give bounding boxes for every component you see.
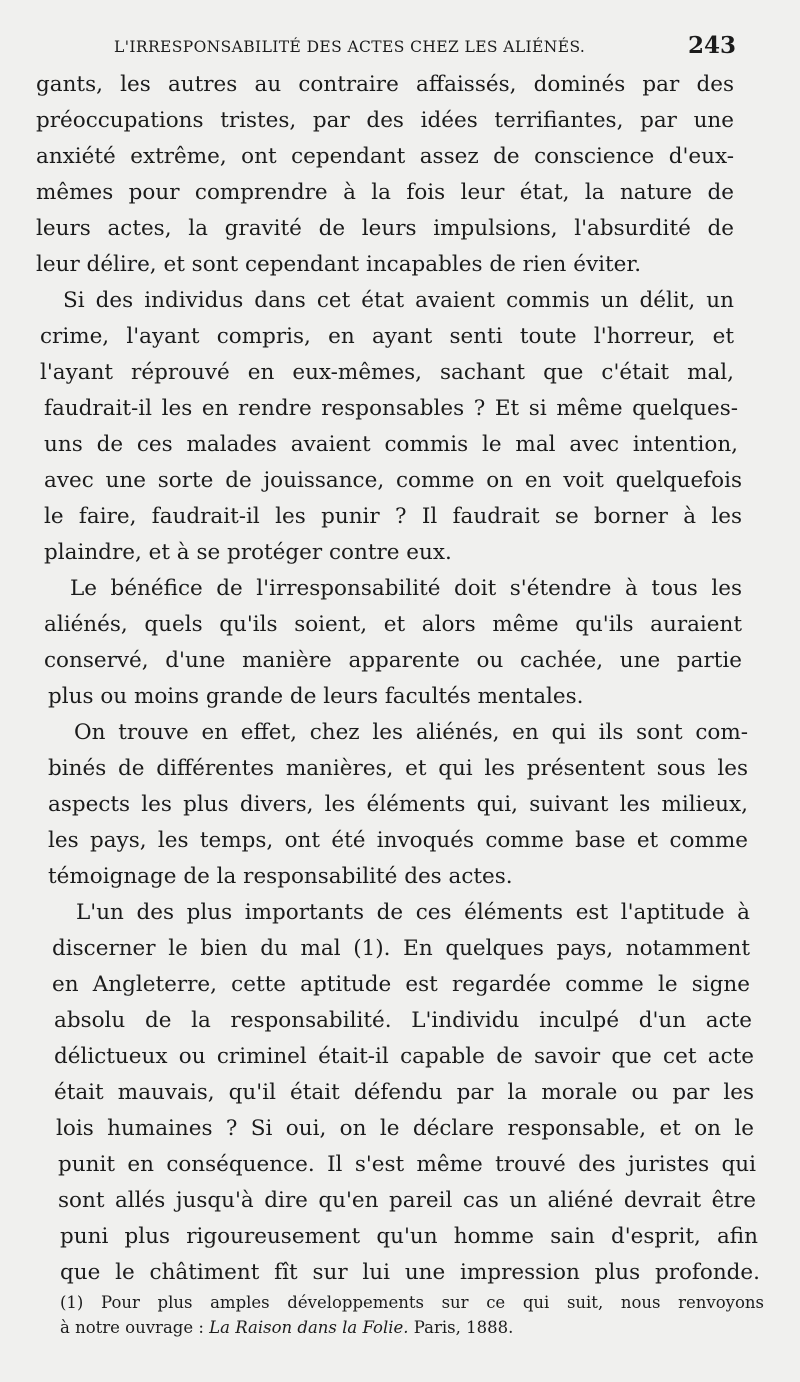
text-line: conservé, d'une manière apparente ou cachée, une partie (44, 648, 742, 673)
footnote-book-title: La Raison dans la Folie. (209, 1318, 409, 1337)
paragraph-first-line: L'un des plus importants de ces éléments est l'aptitude à (76, 900, 750, 925)
text-line: aliénés, quels qu'ils soient, et alors même qu'ils auraient (44, 612, 742, 637)
footnote (60, 1290, 764, 1340)
text-line: mêmes pour comprendre à la fois leur état, la nature de (36, 180, 734, 205)
text-line: lois humaines ? Si oui, on le déclare responsable, et on le (56, 1116, 754, 1141)
text-line: anxiété extrême, ont cependant assez de conscience d'eux- (36, 144, 734, 169)
text-line: leurs actes, la gravité de leurs impulsions, l'absurdité de (36, 216, 734, 241)
running-header (0, 32, 800, 66)
text-line: uns de ces malades avaient commis le mal avec intention, (44, 432, 738, 457)
text-line: gants, les autres au contraire affaissés, dominés par des (36, 72, 734, 97)
page-number: 243 (688, 32, 737, 59)
running-title: L'IRRESPONSABILITÉ DES ACTES CHEZ LES ALIÉNÉS. (114, 38, 586, 56)
paragraph-first-line: Le bénéfice de l'irresponsabilité doit s'étendre à tous les (70, 576, 742, 601)
text-line: absolu de la responsabilité. L'individu inculpé d'un acte (54, 1008, 752, 1033)
text-line: avec une sorte de jouissance, comme on en voit quelquefois (44, 468, 742, 493)
footnote-line (60, 1315, 764, 1340)
text-line: préoccupations tristes, par des idées terrifiantes, par une (36, 108, 734, 133)
text-line: l'ayant réprouvé en eux-mêmes, sachant que c'était mal, (40, 360, 734, 385)
footnote-text: à notre ouvrage : (60, 1318, 210, 1337)
text-line: sont allés jusqu'à dire qu'en pareil cas un aliéné devrait être (58, 1188, 756, 1213)
text-line: était mauvais, qu'il était défendu par la morale ou par les (54, 1080, 754, 1105)
text-line: binés de différentes manières, et qui les présentent sous les (48, 756, 748, 781)
text-line: faudrait-il les en rendre responsables ? Et si même quelques- (44, 396, 738, 421)
text-line: les pays, les temps, ont été invoqués comme base et comme (48, 828, 748, 853)
text-line: délictueux ou criminel était-il capable de savoir que cet acte (54, 1044, 754, 1069)
text-line: leur délire, et sont cependant incapables de rien éviter. (36, 252, 642, 277)
footnote-text: Paris, 1888. (408, 1318, 514, 1337)
text-line: plus ou moins grande de leurs facultés mentales. (48, 684, 584, 709)
text-line: aspects les plus divers, les éléments qui, suivant les milieux, (48, 792, 748, 817)
paragraph-first-line: Si des individus dans cet état avaient commis un délit, un (63, 288, 734, 313)
text-line: crime, l'ayant compris, en ayant senti toute l'horreur, et (40, 324, 734, 349)
text-line: puni plus rigoureusement qu'un homme sain d'esprit, afin (60, 1224, 758, 1249)
footnote-line: (1) Pour plus amples développements sur ce qui suit, nous renvoyons (60, 1293, 764, 1312)
text-line: le faire, faudrait-il les punir ? Il faudrait se borner à les (44, 504, 742, 529)
text-line: témoignage de la responsabilité des actes. (48, 864, 513, 889)
text-line: discerner le bien du mal (1). En quelques pays, notamment (52, 936, 750, 961)
paragraph-first-line: On trouve en effet, chez les aliénés, en qui ils sont com- (74, 720, 748, 745)
text-line: plaindre, et à se protéger contre eux. (44, 540, 452, 565)
text-line: punit en conséquence. Il s'est même trouvé des juristes qui (58, 1152, 756, 1177)
text-line: en Angleterre, cette aptitude est regardée comme le signe (52, 972, 750, 997)
text-line: que le châtiment fît sur lui une impression plus profonde. (60, 1260, 760, 1285)
